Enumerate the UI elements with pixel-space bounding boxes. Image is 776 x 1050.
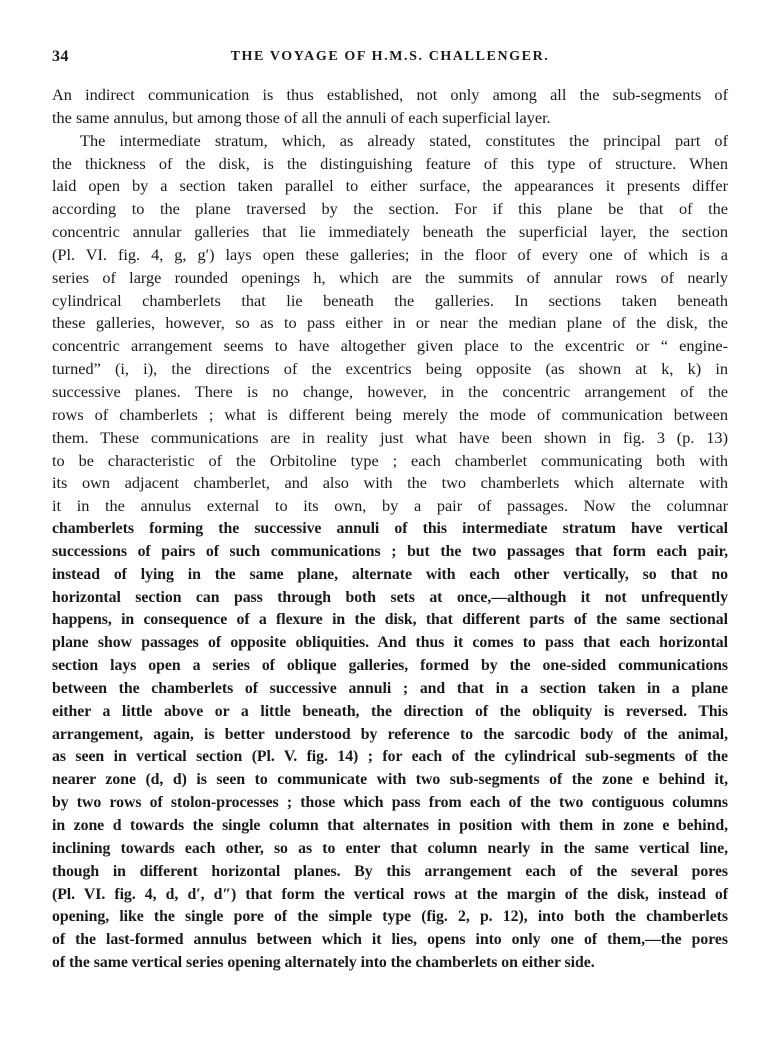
text-line: laid open by a section taken parallel to either surface, the appearances it presents differ [52,176,728,196]
text-line: successive planes. There is no change, however, in the concentric arrangement of the [52,381,728,401]
text-line: happens, in consequence of a flexure in the disk, that different parts of the same sectional [52,611,728,629]
text-line: by two rows of stolon-processes ; those which pass from each of the two contiguous columns [52,794,728,812]
darker-print-section [52,518,728,975]
text-line: (Pl. VI. fig. 4, g, g′) lays open these galleries; in the floor of every one of which is a [52,244,728,264]
text-line: chamberlets forming the successive annuli of this intermediate stratum have vertical [52,520,728,538]
text-line: (Pl. VI. fig. 4, d, d′, d″) that form the vertical rows at the margin of the disk, instead of [52,885,728,903]
text-line: these galleries, however, so as to pass either in or near the median plane of the disk, the [52,313,728,333]
text-line: arrangement, again, is better understood by reference to the sarcodic body of the animal, [52,725,728,743]
text-line: between the chamberlets of successive annuli ; and that in a section taken in a plane [52,679,728,697]
text-line: them. These communications are in reality just what have been shown in fig. 3 (p. 13) [52,427,728,447]
text-line: series of large rounded openings h, which are the summits of annular rows of nearly [52,267,728,287]
text-line: according to the plane traversed by the section. For if this plane be that of the [52,199,728,219]
text-line: in zone d towards the single column that alternates in position with them in zone e behind, [52,817,728,834]
paragraph-2 [52,130,728,975]
text-line: inclining towards each other, so as to enter that column nearly in the same vertical line, [52,839,728,857]
text-line: concentric arrangement seems to have altogether given place to the excentric or “ engine- [52,336,728,356]
text-line: its own adjacent chamberlet, and also with the two chamberlets which alternate with [52,473,728,493]
text-line: An indirect communication is thus established, not only among all the sub-segments of [52,85,728,104]
body-text [52,84,728,975]
text-line: as seen in vertical section (Pl. V. fig. 14) ; for each of the cylindrical sub-segments of the [52,748,728,766]
paragraph-1 [52,84,728,130]
text-line: opening, like the single pore of the simple type (fig. 2, p. 12), into both the chamberlets [52,908,728,926]
page-header [52,48,728,68]
text-line: though in different horizontal planes. By this arrangement each of the several pores [52,862,728,880]
text-line: rows of chamberlets ; what is different being merely the mode of communication between [52,404,728,424]
text-line: it in the annulus external to its own, by a pair of passages. Now the columnar [52,496,728,516]
text-line: plane show passages of opposite obliquities. And thus it comes to pass that each horizontal [52,634,728,652]
text-line: section lays open a series of oblique galleries, formed by the one-sided communications [52,657,728,675]
page-number: 34 [52,48,69,65]
text-line: concentric annular galleries that lie immediately beneath the superficial layer, the section [52,222,728,242]
text-line: turned” (i, i), the directions of the excentrics being opposite (as shown at k, k) in [52,359,728,379]
text-line: successions of pairs of such communications ; but the two passages that form each pair, [52,542,728,560]
text-line: the same annulus, but among those of all the annuli of each superficial layer. [52,107,551,127]
text-line: the thickness of the disk, is the distinguishing feature of this type of structure. When [52,153,728,173]
text-line: of the same vertical series opening alternately into the chamberlets on either side. [52,954,595,972]
text-line: nearer zone (d, d) is seen to communicate with two sub-segments of the zone e behind it, [52,771,728,789]
text-line: instead of lying in the same plane, alternate with each other vertically, so that no [52,565,728,583]
text-line: The intermediate stratum, which, as already stated, constitutes the principal part of [80,130,728,150]
running-title: THE VOYAGE OF H.M.S. CHALLENGER. [230,49,550,64]
text-line: of the last-formed annulus between which it lies, opens into only one of them,—the pores [52,931,728,949]
text-line: either a little above or a little beneath, the direction of the obliquity is reversed. This [52,702,728,720]
text-line: to be characteristic of the Orbitoline type ; each chamberlet communicating both with [52,450,728,470]
text-line: horizontal section can pass through both sets at once,—although it not unfrequently [52,588,728,606]
text-line: cylindrical chamberlets that lie beneath the galleries. In sections taken beneath [52,290,728,310]
